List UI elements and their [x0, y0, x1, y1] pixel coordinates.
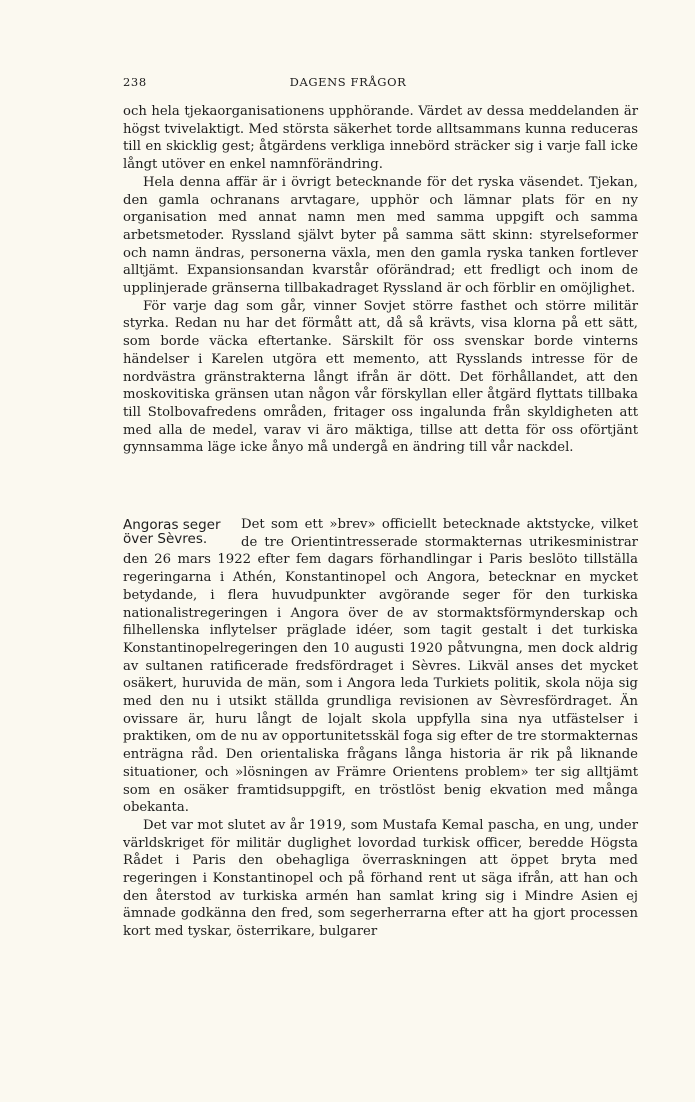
running-title: DAGENS FRÅGOR: [289, 75, 407, 89]
paragraph: och hela tjekaorganisationens upphörande. Värdet av dessa meddelanden är högst tvivelaktigt. Med största säkerhet torde alltsammans kunna reduceras till en skicklig gest; åtgärdens verkliga innebörd sträcker sig i varje fall icke långt utöver en enkel namnförändring.: [123, 104, 638, 173]
side-heading-line: Angoras seger: [123, 517, 221, 533]
side-heading: [123, 518, 235, 546]
section-tjeka: [123, 103, 638, 457]
paragraph: För varje dag som går, vinner Sovjet större fasthet och större militär styrka. Redan nu har det förmått att, då så krävts, visa klorna på ett sätt, som borde väcka eftertanke. Särskilt för oss svenskar borde vinterns händelser i Karelen utgöra ett memento, att Rysslands intresse för de nordvästra gränstrakterna långt ifrån är dött. Det förhållandet, att den moskovitiska gränsen utan någon vår förskyllan eller åtgärd flyttats tillbaka till Stolbovafredens områden, fritager oss ingalunda från skyldigheten att med alla de medel, varav vi äro mäktiga, tillse att detta för oss oförtjänt gynnsamma läge icke ånyo må undergå en ändring till vår nackdel.: [123, 298, 638, 456]
section-angora: [123, 516, 638, 941]
side-heading-line: över Sèvres.: [123, 531, 208, 547]
paragraph: Hela denna affär är i övrigt betecknande för det ryska väsendet. Tjekan, den gamla ochranans arvtagare, upphör och lämnar plats för en ny organisation med annat namn men med samma uppgift och samma arbetsmetoder. Ryssland självt byter på samma sätt skinn: styrelseformer och namn ändras, personerna växla, men den gamla ryska tanken fortlever alltjämt. Expansionsandan kvarstår oförändrad; ett fredligt och inom de upplinjerade gränserna tillbakadraget Ryssland är och förblir en omöjlighet.: [123, 174, 638, 297]
paragraph: Det som ett »brev» officiellt betecknade aktstycke, vilket de tre Orientintresserade stormakternas utrikesministrar den 26 mars 1922 efter fem dagars förhandlingar i Paris beslöto tillställa regeringarna i Athén, Konstantinopel och Angora, betecknar en mycket betydande, i flera huvudpunkter avgörande seger för den turkiska nationalistregeringen i Angora över de av stormaktsförmynderskap och filhellenska inflytelser präglade idéer, som tagit gestalt i det turkiska Konstantinopelregeringen den 10 augusti 1920 påtvungna, men dock aldrig av sultanen ratificerade fredsfördraget i Sèvres. Likväl anses det mycket osäkert, huruvida de män, som i Angora leda Turkiets politik, skola nöja sig med den nu i utsikt ställda grundliga revisionen av Sèvresfördraget. Än ovissare är, huru långt de lojalt skola uppfylla sina nya utfästelser i praktiken, om de nu av opportunitetsskäl foga sig efter de tre stormakternas enträgna råd. Den orientaliska frågans långa historia är rik på liknande situationer, och »lösningen av Främre Orientens problem» ter sig alltjämt som en osäker framtidsuppgift, en tröstlöst benig ekvation med många obekanta.: [123, 517, 638, 816]
running-head: [123, 75, 573, 91]
page-number: 238: [123, 75, 147, 89]
paragraph: Det var mot slutet av år 1919, som Mustafa Kemal pascha, en ung, under världskriget för militär duglighet lovordad turkisk officer, beredde Högsta Rådet i Paris den obehagliga överraskningen att öppet bryta med regeringen i Konstantinopel och på förhand rent ut säga ifrån, att han och den återstod av turkiska armén han samlat kring sig i Mindre Asien ej ämnade godkänna den fred, som segerherrarna efter att ha gjort processen kort med tyskar, österrikare, bulgarer: [123, 817, 638, 940]
